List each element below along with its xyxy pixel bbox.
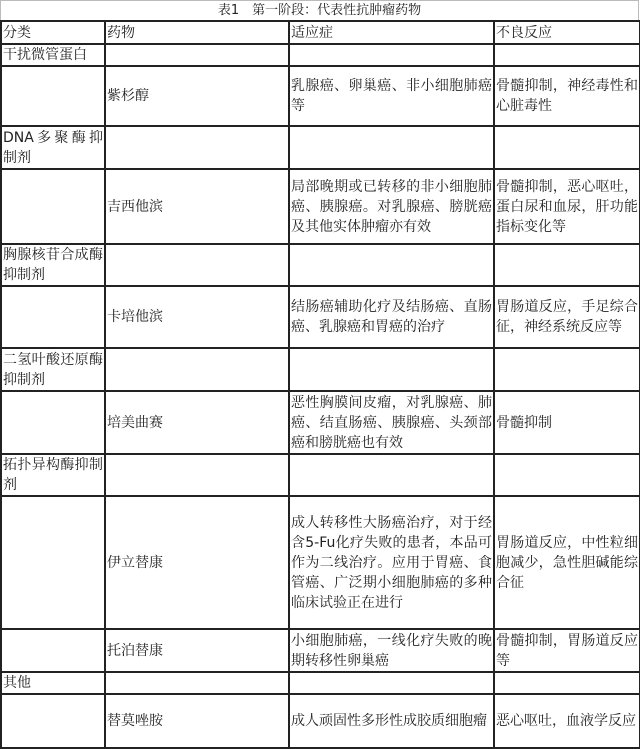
drug-row	[1, 629, 640, 672]
adverse-cell: 骨髓抑制，神经毒性和心脏毒性	[494, 66, 640, 126]
drug-row	[1, 391, 640, 454]
drug-cell	[105, 454, 289, 496]
drug-row	[1, 66, 640, 126]
drug-row	[1, 694, 640, 748]
drug-cell	[105, 244, 289, 286]
adverse-cell	[494, 348, 640, 391]
drug-cell	[105, 44, 289, 66]
adverse-cell: 胃肠道反应，中性粒细胞减少，急性胆碱能综合征	[494, 496, 640, 629]
adverse-cell: 骨髓抑制，胃肠道反应等	[494, 629, 640, 672]
header-adverse: 不良反应	[494, 21, 640, 44]
category-cell: 拓扑异构酶抑制剂	[1, 454, 105, 496]
category-cell	[1, 629, 105, 672]
indication-cell	[289, 126, 494, 169]
category-row	[1, 454, 640, 496]
drug-cell: 替莫唑胺	[105, 694, 289, 748]
drug-table	[0, 20, 640, 749]
adverse-cell: 骨髓抑制，恶心呕吐，蛋白尿和血尿，肝功能指标变化等	[494, 169, 640, 244]
category-cell: 其他	[1, 672, 105, 694]
header-category: 分类	[1, 21, 105, 44]
category-cell	[1, 391, 105, 454]
category-row	[1, 44, 640, 66]
drug-row	[1, 169, 640, 244]
adverse-cell	[494, 454, 640, 496]
drug-cell: 吉西他滨	[105, 169, 289, 244]
category-cell: 二氢叶酸还原酶抑制剂	[1, 348, 105, 391]
category-cell	[1, 496, 105, 629]
category-cell: 胸腺核苷合成酶抑制剂	[1, 244, 105, 286]
category-cell	[1, 169, 105, 244]
table-caption: 表1 第一阶段：代表性抗肿瘤药物	[0, 0, 639, 20]
adverse-cell	[494, 672, 640, 694]
header-drug: 药物	[105, 21, 289, 44]
category-row	[1, 348, 640, 391]
drug-cell	[105, 126, 289, 169]
header-row	[1, 21, 640, 44]
drug-cell	[105, 348, 289, 391]
indication-cell: 成人顽固性多形性成胶质细胞瘤	[289, 694, 494, 748]
category-row	[1, 672, 640, 694]
adverse-cell	[494, 126, 640, 169]
indication-cell	[289, 44, 494, 66]
indication-cell: 成人转移性大肠癌治疗，对于经含5-Fu化疗失败的患者，本品可作为二线治疗。应用于胃癌、食管癌、广泛期小细胞肺癌的多种临床试验正在进行	[289, 496, 494, 629]
adverse-cell: 骨髓抑制	[494, 391, 640, 454]
adverse-cell	[494, 244, 640, 286]
indication-cell	[289, 244, 494, 286]
category-cell: 干扰微管蛋白	[1, 44, 105, 66]
drug-row	[1, 286, 640, 348]
drug-cell: 托泊替康	[105, 629, 289, 672]
category-cell	[1, 286, 105, 348]
drug-cell: 伊立替康	[105, 496, 289, 629]
indication-cell	[289, 454, 494, 496]
drug-row	[1, 496, 640, 629]
category-cell: DNA多聚酶抑制剂	[1, 126, 105, 169]
adverse-cell: 恶心呕吐，血液学反应	[494, 694, 640, 748]
indication-cell: 乳腺癌、卵巢癌、非小细胞肺癌等	[289, 66, 494, 126]
header-indication: 适应症	[289, 21, 494, 44]
adverse-cell: 胃肠道反应，手足综合征，神经系统反应等	[494, 286, 640, 348]
drug-cell: 紫杉醇	[105, 66, 289, 126]
category-row	[1, 244, 640, 286]
indication-cell: 恶性胸膜间皮瘤，对乳腺癌、肺癌、结直肠癌、胰腺癌、头颈部癌和膀胱癌也有效	[289, 391, 494, 454]
adverse-cell	[494, 44, 640, 66]
drug-cell: 卡培他滨	[105, 286, 289, 348]
drug-cell	[105, 672, 289, 694]
indication-cell: 结肠癌辅助化疗及结肠癌、直肠癌、乳腺癌和胃癌的治疗	[289, 286, 494, 348]
indication-cell	[289, 672, 494, 694]
indication-cell	[289, 348, 494, 391]
drug-cell: 培美曲赛	[105, 391, 289, 454]
indication-cell: 小细胞肺癌，一线化疗失败的晚期转移性卵巢癌	[289, 629, 494, 672]
category-cell	[1, 694, 105, 748]
category-row	[1, 126, 640, 169]
indication-cell: 局部晚期或已转移的非小细胞肺癌、胰腺癌。对乳腺癌、膀胱癌及其他实体肿瘤亦有效	[289, 169, 494, 244]
category-cell	[1, 66, 105, 126]
